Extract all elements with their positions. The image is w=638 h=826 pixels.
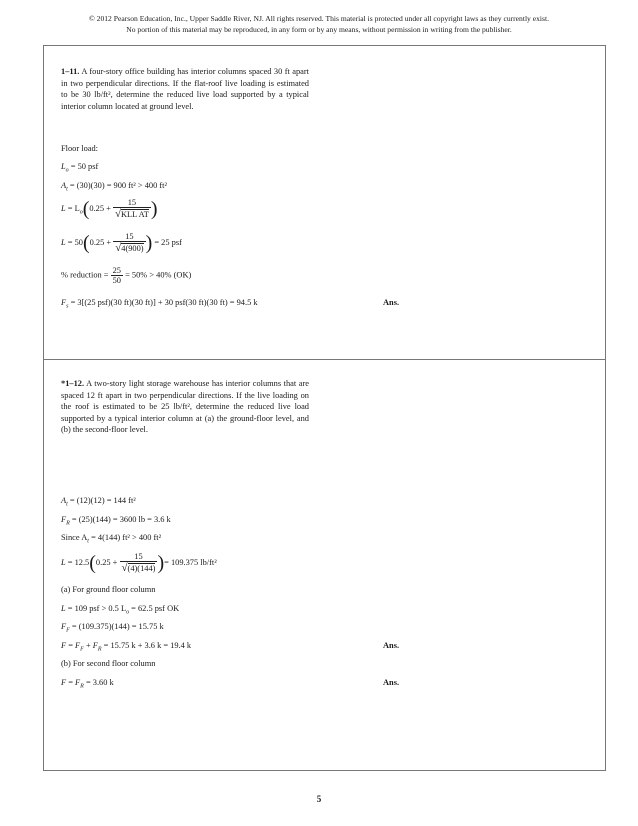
fraction-numerator: 25 (112, 266, 121, 275)
fraction-denominator: √(4)(144) (121, 562, 156, 574)
at-equation: $A_t = (30)(30) = 900$ ft² > 400 ft² (61, 181, 168, 193)
lo-equation: $L_o = 50$ psf (61, 162, 99, 174)
l-result: = 109.375 lb/ft² (164, 557, 217, 567)
sqrt-content: KLL AT (121, 210, 149, 219)
l-calc: L = 50(0.25 + $\frac{15}{√4(900)}$ ) = 25 psf (61, 232, 182, 254)
f-second-equation: $F = F_R = 3.60$ k (61, 678, 114, 690)
l-prefix: = 12.5 (67, 557, 90, 567)
answer-marker: Ans. (383, 298, 400, 307)
since-value: = 4(144) ft² > 400 ft² (91, 533, 162, 542)
fs-equation: $F_s = 3[(25$ psf)(30 ft)(30 ft)] + 30 psf(30 ft)(30 ft) = 94.5 k (61, 298, 258, 310)
fraction-numerator: 15 (127, 198, 137, 207)
l-equation-2: L = 12.5(0.25 + $\frac{15}{√(4)(144)}$ )= 109.375 lb/ft² (61, 552, 217, 574)
reduction-label: % reduction = (61, 270, 109, 280)
second-floor-label: (b) For second floor column (61, 659, 156, 668)
ground-floor-label: (a) For ground floor column (61, 585, 156, 594)
fraction-denominator: √KLL AT (114, 208, 149, 220)
problem-number: *1–12. (61, 379, 85, 388)
fraction-numerator: 15 (134, 552, 143, 561)
at-value: = (12)(12) = 144 ft² (69, 496, 136, 505)
l-formula-mid: 0.25 + (89, 203, 111, 213)
copyright-line-2: No portion of this material may be reproduced, in any form or by any means, without permission in writing from the publisher. (126, 25, 512, 34)
answer-marker-a: Ans. (383, 641, 400, 650)
l-calc-fraction (113, 232, 145, 254)
since-label: Since A (61, 533, 88, 542)
l-fraction (120, 552, 158, 574)
l-check-rest: = 62.5 psf OK (131, 604, 180, 613)
l-calc-mid: 0.25 + (89, 237, 112, 247)
reduction-equation (61, 266, 191, 285)
l-check-equation: L = 109 psf > 0.5 $L_o = 62.5$ psf OK (61, 604, 180, 616)
since-equation: Since $A_t = 4(144) ft^2 > 400$ ft² (61, 533, 162, 545)
ff-value: = (109.375)(144) = 15.75 k (71, 622, 164, 631)
problem-text: A four-story office building has interior columns spaced 30 ft apart in two perpendicular directions. If the flat-roof live loading is estimated to be 30 lb/ft², determine the reduced live load supported by a typical interior column located at ground level. (61, 67, 309, 111)
l-calc-prefix: = 50 (67, 237, 83, 247)
fs-value: = 3[(25 psf)(30 ft)(30 ft)] + 30 psf(30 ft)(30 ft) = 94.5 k (70, 298, 258, 307)
fraction-numerator: 15 (125, 232, 134, 241)
reduction-result: = 50% > 40% (OK) (125, 270, 192, 280)
f-second-value: = 3.60 k (85, 678, 114, 687)
l-formula: $L = L_o(0.25$ + $\frac{15}{\text{√KLL AT}}$ ) (61, 198, 158, 220)
l-formula-fraction (113, 198, 151, 220)
fraction-denominator: 50 (112, 276, 121, 285)
problem-1-11-statement (61, 66, 309, 112)
l-mid: 0.25 + (95, 557, 118, 567)
fr-value: = (25)(144) = 3600 lb = 3.6 k (71, 515, 171, 524)
fr-equation: $F_R = (25)(144) = 3600$ lb = 3.6 k (61, 515, 171, 527)
l-check-value: = 109 psf > 0.5 L (67, 604, 127, 613)
sqrt-content: 4(900) (121, 244, 144, 253)
l-calc-result: = 25 psf (154, 237, 182, 247)
page-number: 5 (316, 794, 322, 804)
copyright-notice (0, 13, 638, 35)
sqrt-content: (4)(144) (127, 564, 156, 573)
at-equation-2: $A_t = (12)(12) = 144$ ft² (61, 496, 136, 508)
copyright-line-1: © 2012 Pearson Education, Inc., Upper Saddle River, NJ. All rights reserved. This material is protected under all copyright laws as they currently exist. (89, 14, 549, 23)
f-total-equation: $F = F_F + F_R = 15.75$ k + 3.6 k = 19.4 k (61, 641, 192, 653)
reduction-fraction (111, 266, 123, 285)
problem-text: A two-story light storage warehouse has interior columns that are spaced 12 ft apart in two perpendicular directions. If the live loading on the roof is estimated to be 25 lb/ft², determine the reduced live load supported by a typical interior column at (a) the ground-floor level, and (b) the second-floor level. (61, 379, 309, 435)
answer-marker-b: Ans. (383, 678, 400, 687)
ff-equation: $F_F = (109.375)(144) = 15.75$ k (61, 622, 164, 634)
l-formula-prefix: = L (67, 203, 80, 213)
fraction-denominator: √4(900) (115, 242, 144, 254)
lo-value: = 50 psf (70, 162, 99, 171)
problem-1-12-statement (61, 378, 309, 436)
f-total-value: = 15.75 k + 3.6 k = 19.4 k (103, 641, 192, 650)
floor-load-label: Floor load: (61, 144, 98, 153)
problem-number: 1–11. (61, 67, 80, 76)
at-value: = (30)(30) = 900 ft² > 400 ft² (69, 181, 168, 190)
